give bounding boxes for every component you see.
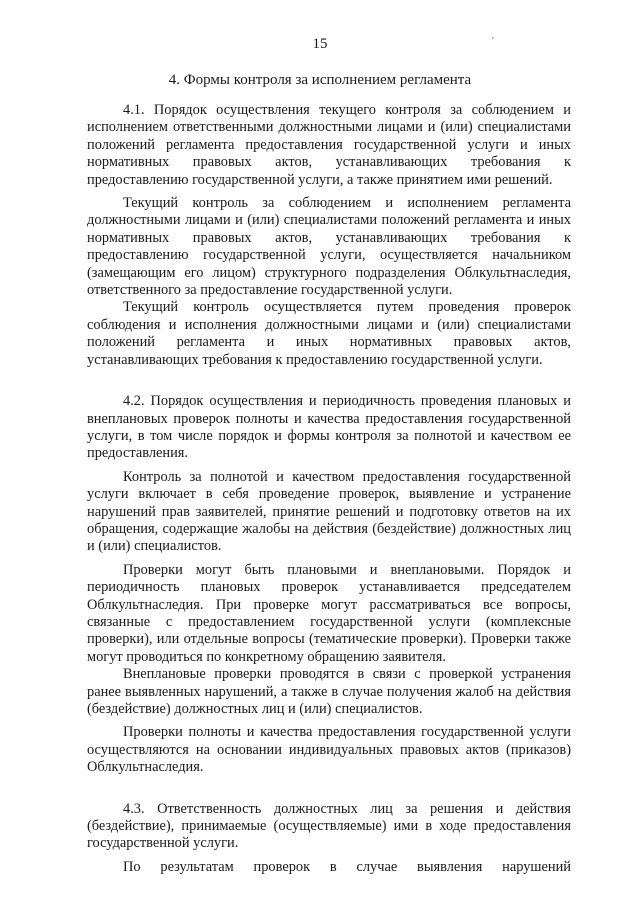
corner-mark: ' xyxy=(492,36,494,47)
paragraph-inspection-results: По результатам проверок в случае выявления нарушений xyxy=(123,858,571,875)
paragraph-4-2: 4.2. Порядок осуществления и периодичность проведения плановых и внеплановых проверок полноты и качества предоставления государственной услуги, в том числе порядок и формы контроля за полнотой и качеством ее предоставления. xyxy=(87,393,571,462)
paragraph-4-3: 4.3. Ответственность должностных лиц за решения и действия (бездействие), принимаемые (осуществляемые) ими в ходе предоставления государственной услуги. xyxy=(87,800,571,852)
section-title: 4. Формы контроля за исполнением регламента xyxy=(168,72,472,88)
document-body xyxy=(87,102,571,876)
page-number: 15 xyxy=(312,36,328,52)
paragraph-quality-control: Контроль за полнотой и качеством предоставления государственной услуги включает в себя проведение проверок, выявление и устранение нарушений прав заявителей, принятие решений и подготовку ответов на их обращения, содержащие жалобы на действия (бездействие) должностных лиц и (или) специалистов. xyxy=(87,468,571,555)
paragraph-control-method: Текущий контроль осуществляется путем проведения проверок соблюдения и исполнения должностными лицами и (или) специалистами положений регламента и иных нормативных правовых актов, устанавливающих требования к предоставлению государственной услуги. xyxy=(87,299,571,368)
paragraph-unscheduled-inspections: Внеплановые проверки проводятся в связи с проверкой устранения ранее выявленных нарушений, а также в случае получения жалоб на действия (бездействие) должностных лиц и (или) специалистов. xyxy=(87,666,571,717)
paragraph-4-1: 4.1. Порядок осуществления текущего контроля за соблюдением и исполнением ответственными должностными лицами и (или) специалистами положений регламента предоставления государственной услуги и иных нормативных правовых актов, устанавливающих требования к предоставлению государственной услуги, а также принятием ими решений. xyxy=(87,102,571,188)
paragraph-current-control: Текущий контроль за соблюдением и исполнением регламента должностными лицами и (или) специалистами положений регламента и иных нормативных правовых актов, устанавливающих требования к предоставлению государственной услуги, осуществляется начальником (замещающим его лицом) структурного подразделения Облкультнаследия, ответственного за предоставление государственной услуги. xyxy=(87,195,571,299)
paragraph-inspection-types: Проверки могут быть плановыми и внеплановыми. Порядок и периодичность плановых проверок устанавливается председателем Облкультнаследия. При проверке могут рассматриваться все вопросы, связанные с предоставлением государственной услуги (комплексные проверки), или отдельные вопросы (тематические проверки). Проверки также могут проводиться по конкретному обращению заявителя. xyxy=(87,561,571,665)
paragraph-inspection-basis: Проверки полноты и качества предоставления государственной услуги осуществляются на основании индивидуальных правовых актов (приказов) Облкультнаследия. xyxy=(87,724,571,776)
